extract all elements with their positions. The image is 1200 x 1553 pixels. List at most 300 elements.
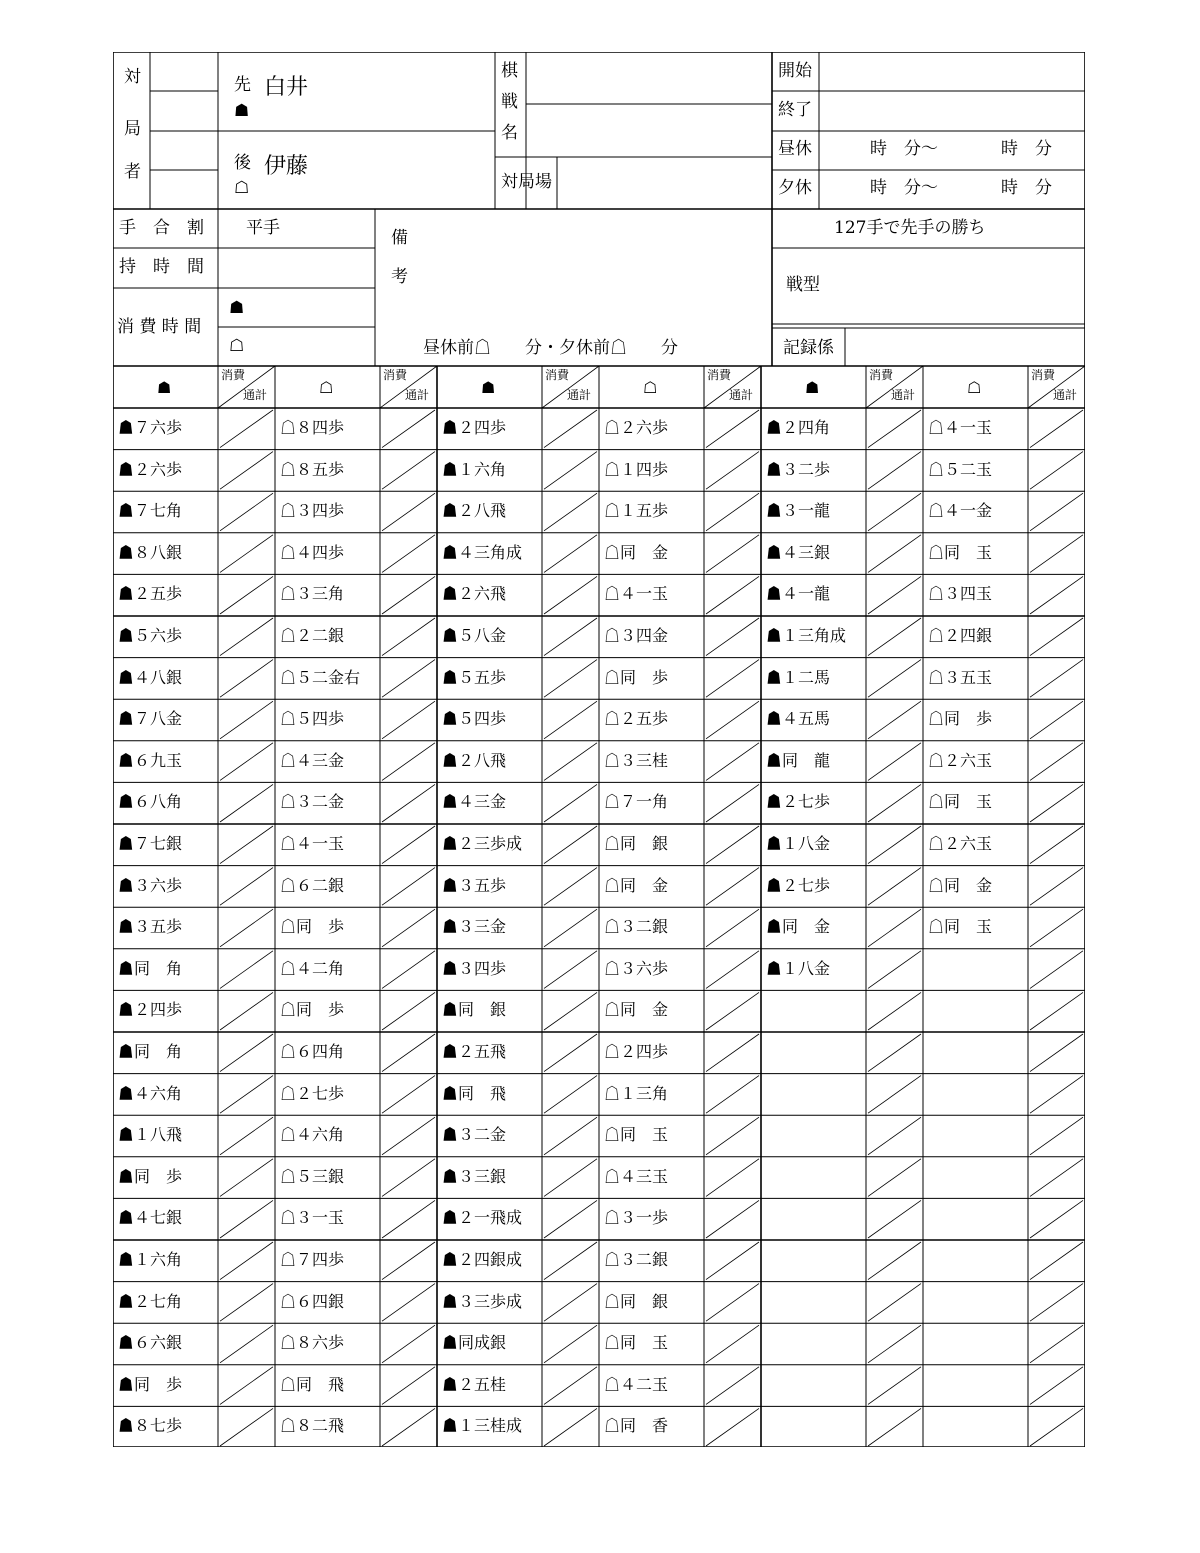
move-sente: ☗３五歩: [118, 917, 183, 937]
move-sente: ☗２六飛: [442, 584, 507, 604]
move-gote: ☖３二金: [280, 792, 345, 812]
time-cell-diagonal: [706, 743, 759, 781]
time-cell-diagonal: [220, 701, 273, 739]
move-gote: ☖４二角: [280, 958, 345, 978]
move-gote: ☖１五歩: [604, 501, 669, 521]
move-sente: ☗３二歩: [766, 459, 831, 479]
move-sente: ☗同 金: [766, 917, 831, 937]
move-gote: ☖５三銀: [280, 1166, 345, 1186]
time-cell-diagonal: [382, 909, 435, 947]
dinner-break-from: 時 分〜: [870, 178, 938, 198]
move-gote: ☖同 香: [604, 1416, 669, 1436]
move-sente: ☗２五桂: [442, 1374, 507, 1394]
time-cell-diagonal: [382, 1367, 435, 1405]
sente-mark-icon: ☗: [234, 101, 250, 121]
biko-label-1: 備: [391, 228, 408, 248]
time-cell-diagonal: [382, 1284, 435, 1322]
time-cell-diagonal: [382, 1117, 435, 1155]
col-header-shohi: 消費: [707, 368, 732, 382]
col-header-gote-icon: ☖: [643, 378, 658, 397]
time-cell-diagonal: [706, 410, 759, 448]
time-cell-diagonal: [382, 1408, 435, 1446]
taikyokusha-label-2: 局: [124, 119, 141, 139]
shohi-gote-mark-icon: ☖: [229, 336, 245, 356]
time-cell-diagonal: [220, 1284, 273, 1322]
time-cell-diagonal: [220, 618, 273, 656]
move-gote: ☖同 玉: [928, 792, 993, 812]
time-cell-diagonal: [382, 1242, 435, 1280]
move-gote: ☖２四銀: [928, 626, 993, 645]
time-cell-diagonal: [1030, 1076, 1083, 1114]
move-sente: ☗６六銀: [118, 1333, 183, 1353]
time-cell-diagonal: [868, 576, 921, 614]
move-gote: ☖１三角: [604, 1083, 669, 1103]
col-header-tsukei: 通計: [891, 388, 916, 402]
time-cell-diagonal: [868, 701, 921, 739]
time-cell-diagonal: [220, 1117, 273, 1155]
time-cell-diagonal: [220, 868, 273, 906]
time-cell-diagonal: [1030, 1159, 1083, 1197]
move-gote: ☖３一歩: [604, 1208, 669, 1228]
time-cell-diagonal: [1030, 826, 1083, 864]
time-cell-diagonal: [868, 909, 921, 947]
move-gote: ☖７四歩: [280, 1250, 345, 1269]
move-sente: ☗２四歩: [118, 1000, 183, 1020]
col-header-tsukei: 通計: [243, 388, 268, 402]
break-summary: 昼休前☖ 分・夕休前☖ 分: [423, 338, 678, 358]
move-gote: ☖３二銀: [604, 917, 669, 937]
time-cell-diagonal: [706, 701, 759, 739]
time-cell-diagonal: [706, 1284, 759, 1322]
col-header-shohi: 消費: [869, 368, 894, 382]
time-cell-diagonal: [220, 992, 273, 1030]
time-cell-diagonal: [382, 1159, 435, 1197]
move-gote: ☖１四歩: [604, 459, 669, 479]
time-cell-diagonal: [544, 1408, 597, 1446]
col-header-tsukei: 通計: [567, 388, 592, 402]
time-cell-diagonal: [868, 826, 921, 864]
time-cell-diagonal: [220, 909, 273, 947]
move-sente: ☗７六歩: [118, 418, 183, 437]
time-cell-diagonal: [706, 951, 759, 989]
gote-mark-icon: ☖: [234, 178, 250, 198]
col-header-sente-icon: ☗: [805, 378, 820, 397]
move-gote: ☖８六歩: [280, 1333, 345, 1353]
time-cell-diagonal: [220, 1200, 273, 1238]
time-cell-diagonal: [382, 1034, 435, 1072]
kisen-label-1: 棋: [501, 61, 518, 81]
game-result: 127手で先手の勝ち: [834, 218, 986, 238]
time-cell-diagonal: [868, 868, 921, 906]
dinner-break-to: 時 分: [1001, 178, 1052, 198]
move-sente: ☗７八金: [118, 709, 183, 729]
time-cell-diagonal: [706, 992, 759, 1030]
time-cell-diagonal: [544, 1076, 597, 1114]
time-cell-diagonal: [544, 1367, 597, 1405]
move-sente: ☗３一龍: [766, 501, 831, 521]
move-sente: ☗４八銀: [118, 667, 183, 687]
move-gote: ☖３六歩: [604, 958, 669, 978]
move-gote: ☖同 銀: [604, 1291, 669, 1311]
move-gote: ☖４三金: [280, 750, 345, 770]
col-header-sente-icon: ☗: [157, 378, 172, 397]
move-gote: ☖同 歩: [280, 917, 345, 937]
move-sente: ☗３三銀: [442, 1166, 507, 1186]
time-cell-diagonal: [1030, 743, 1083, 781]
move-gote: ☖同 玉: [928, 917, 993, 937]
gote-player-name: 伊藤: [264, 154, 309, 179]
time-cell-diagonal: [868, 452, 921, 490]
move-gote: ☖同 飛: [280, 1374, 345, 1394]
time-cell-diagonal: [220, 1408, 273, 1446]
move-gote: ☖５二玉: [928, 459, 993, 479]
move-sente: ☗２七歩: [766, 875, 831, 895]
time-cell-diagonal: [220, 1367, 273, 1405]
time-cell-diagonal: [382, 1200, 435, 1238]
time-cell-diagonal: [868, 1076, 921, 1114]
move-sente: ☗２五歩: [118, 584, 183, 604]
time-cell-diagonal: [544, 576, 597, 614]
move-sente: ☗４三銀: [766, 542, 831, 562]
time-cell-diagonal: [1030, 1200, 1083, 1238]
time-cell-diagonal: [220, 452, 273, 490]
time-cell-diagonal: [706, 1159, 759, 1197]
mochi-jikan-label: 持 時 間: [119, 257, 204, 277]
move-gote: ☖５二金右: [280, 667, 361, 687]
time-cell-diagonal: [544, 701, 597, 739]
time-cell-diagonal: [382, 535, 435, 573]
time-cell-diagonal: [868, 1367, 921, 1405]
move-sente: ☗３四歩: [442, 958, 507, 978]
time-cell-diagonal: [868, 951, 921, 989]
end-time-label: 終了: [778, 100, 812, 120]
move-gote: ☖同 金: [604, 1000, 669, 1020]
time-cell-diagonal: [868, 618, 921, 656]
time-cell-diagonal: [382, 1076, 435, 1114]
move-sente: ☗７七角: [118, 501, 183, 521]
kirokugakari-label: 記録係: [783, 338, 834, 358]
col-header-tsukei: 通計: [729, 388, 754, 402]
taikyokusha-label-3: 者: [124, 162, 141, 182]
time-cell-diagonal: [1030, 660, 1083, 698]
col-header-tsukei: 通計: [405, 388, 430, 402]
move-sente: ☗同 飛: [442, 1083, 507, 1103]
move-gote: ☖８四歩: [280, 418, 345, 437]
move-gote: ☖２二銀: [280, 626, 345, 645]
time-cell-diagonal: [1030, 701, 1083, 739]
handicap-value: 平手: [246, 218, 280, 238]
time-cell-diagonal: [544, 1284, 597, 1322]
handicap-label: 手 合 割: [119, 218, 204, 238]
move-sente: ☗５六歩: [118, 626, 183, 645]
move-gote: ☖３四金: [604, 626, 669, 645]
time-cell-diagonal: [220, 826, 273, 864]
move-sente: ☗５四歩: [442, 709, 507, 729]
time-cell-diagonal: [544, 1117, 597, 1155]
time-cell-diagonal: [706, 1408, 759, 1446]
move-gote: ☖３五玉: [928, 667, 993, 687]
time-cell-diagonal: [868, 1325, 921, 1363]
start-time-label: 開始: [778, 61, 812, 81]
time-cell-diagonal: [706, 576, 759, 614]
move-gote: ☖４一玉: [604, 584, 669, 604]
move-sente: ☗３三金: [442, 917, 507, 937]
time-cell-diagonal: [544, 410, 597, 448]
time-cell-diagonal: [1030, 1325, 1083, 1363]
time-cell-diagonal: [1030, 784, 1083, 822]
time-cell-diagonal: [382, 868, 435, 906]
time-cell-diagonal: [706, 784, 759, 822]
time-cell-diagonal: [544, 618, 597, 656]
move-sente: ☗同 歩: [118, 1166, 183, 1186]
move-sente: ☗２四歩: [442, 418, 507, 437]
move-sente: ☗７七銀: [118, 834, 183, 853]
kifu-sheet: [113, 52, 1085, 1447]
move-sente: ☗２四銀成: [442, 1250, 523, 1269]
move-gote: ☖２五歩: [604, 709, 669, 729]
time-cell-diagonal: [1030, 1367, 1083, 1405]
time-cell-diagonal: [868, 410, 921, 448]
kisen-label-3: 名: [501, 123, 518, 143]
move-gote: ☖４六角: [280, 1125, 345, 1145]
time-cell-diagonal: [1030, 868, 1083, 906]
time-cell-diagonal: [1030, 410, 1083, 448]
sente-label: 先: [234, 75, 251, 95]
move-sente: ☗４五馬: [766, 709, 831, 729]
move-sente: ☗同 銀: [442, 1000, 507, 1020]
time-cell-diagonal: [706, 452, 759, 490]
move-sente: ☗３六歩: [118, 875, 183, 895]
time-cell-diagonal: [220, 576, 273, 614]
time-cell-diagonal: [868, 493, 921, 531]
move-gote: ☖３三角: [280, 584, 345, 604]
move-gote: ☖３四歩: [280, 501, 345, 521]
time-cell-diagonal: [1030, 951, 1083, 989]
move-sente: ☗８八銀: [118, 542, 183, 562]
move-sente: ☗同 角: [118, 1042, 183, 1061]
time-cell-diagonal: [382, 701, 435, 739]
time-cell-diagonal: [544, 951, 597, 989]
move-gote: ☖４二玉: [604, 1374, 669, 1394]
move-gote: ☖５四歩: [280, 709, 345, 729]
move-gote: ☖３四玉: [928, 584, 993, 604]
time-cell-diagonal: [1030, 1034, 1083, 1072]
time-cell-diagonal: [1030, 535, 1083, 573]
move-gote: ☖８二飛: [280, 1416, 345, 1436]
lunch-break-from: 時 分〜: [870, 139, 938, 159]
move-gote: ☖２六歩: [604, 418, 669, 437]
time-cell-diagonal: [868, 992, 921, 1030]
move-sente: ☗５八金: [442, 626, 507, 645]
move-gote: ☖３三桂: [604, 750, 669, 770]
time-cell-diagonal: [544, 1242, 597, 1280]
col-header-gote-icon: ☖: [319, 378, 334, 397]
time-cell-diagonal: [868, 535, 921, 573]
move-gote: ☖同 歩: [280, 1000, 345, 1020]
time-cell-diagonal: [220, 1034, 273, 1072]
move-sente: ☗４七銀: [118, 1208, 183, 1228]
col-header-sente-icon: ☗: [481, 378, 496, 397]
time-cell-diagonal: [1030, 992, 1083, 1030]
move-sente: ☗同成銀: [442, 1333, 507, 1353]
time-cell-diagonal: [544, 1200, 597, 1238]
move-gote: ☖同 金: [928, 875, 993, 895]
move-gote: ☖同 玉: [604, 1333, 669, 1353]
time-cell-diagonal: [1030, 1242, 1083, 1280]
move-sente: ☗同 角: [118, 958, 183, 978]
move-gote: ☖２六玉: [928, 834, 993, 853]
move-sente: ☗同 龍: [766, 750, 831, 770]
time-cell-diagonal: [382, 660, 435, 698]
time-cell-diagonal: [382, 784, 435, 822]
time-cell-diagonal: [1030, 1408, 1083, 1446]
time-cell-diagonal: [220, 410, 273, 448]
move-sente: ☗２八飛: [442, 501, 507, 521]
move-sente: ☗４六角: [118, 1083, 183, 1103]
time-cell-diagonal: [706, 1367, 759, 1405]
gote-label: 後: [234, 153, 251, 173]
move-sente: ☗１三角成: [766, 626, 847, 645]
time-cell-diagonal: [868, 1200, 921, 1238]
move-sente: ☗６九玉: [118, 750, 183, 770]
move-gote: ☖同 玉: [928, 542, 993, 562]
time-cell-diagonal: [382, 743, 435, 781]
time-cell-diagonal: [1030, 909, 1083, 947]
senkei-label: 戦型: [786, 275, 820, 295]
time-cell-diagonal: [220, 784, 273, 822]
move-sente: ☗８七歩: [118, 1416, 183, 1436]
move-gote: ☖８五歩: [280, 459, 345, 479]
time-cell-diagonal: [220, 1325, 273, 1363]
move-sente: ☗３三歩成: [442, 1291, 523, 1311]
time-cell-diagonal: [220, 743, 273, 781]
time-cell-diagonal: [1030, 618, 1083, 656]
time-cell-diagonal: [868, 1284, 921, 1322]
time-cell-diagonal: [382, 493, 435, 531]
move-gote: ☖同 銀: [604, 834, 669, 853]
move-sente: ☗２一飛成: [442, 1208, 523, 1228]
time-cell-diagonal: [544, 535, 597, 573]
move-sente: ☗１八飛: [118, 1125, 183, 1145]
move-gote: ☖同 歩: [604, 667, 669, 687]
move-sente: ☗２三歩成: [442, 834, 523, 853]
kisen-label-2: 戦: [501, 92, 518, 112]
time-cell-diagonal: [706, 1200, 759, 1238]
time-cell-diagonal: [1030, 493, 1083, 531]
col-header-shohi: 消費: [383, 368, 408, 382]
move-sente: ☗２六歩: [118, 459, 183, 479]
time-cell-diagonal: [706, 1117, 759, 1155]
move-gote: ☖３二銀: [604, 1250, 669, 1269]
time-cell-diagonal: [868, 1242, 921, 1280]
move-sente: ☗２八飛: [442, 750, 507, 770]
move-gote: ☖６二銀: [280, 875, 345, 895]
lunch-break-label: 昼休: [778, 139, 812, 159]
shohi-jikan-label: 消 費 時 間: [117, 317, 202, 337]
move-gote: ☖３一玉: [280, 1208, 345, 1228]
grid-lines: [113, 52, 1085, 1447]
move-sente: ☗３五歩: [442, 875, 507, 895]
move-sente: ☗１八金: [766, 834, 831, 853]
move-gote: ☖４一玉: [928, 418, 993, 437]
time-cell-diagonal: [382, 992, 435, 1030]
col-header-shohi: 消費: [221, 368, 246, 382]
col-header-tsukei: 通計: [1053, 388, 1078, 402]
time-cell-diagonal: [220, 1159, 273, 1197]
time-cell-diagonal: [1030, 1284, 1083, 1322]
move-gote: ☖同 歩: [928, 709, 993, 729]
move-sente: ☗同 歩: [118, 1374, 183, 1394]
move-sente: ☗２五飛: [442, 1042, 507, 1061]
time-cell-diagonal: [544, 784, 597, 822]
lunch-break-to: 時 分: [1001, 139, 1052, 159]
move-gote: ☖同 金: [604, 542, 669, 562]
time-cell-diagonal: [544, 493, 597, 531]
move-gote: ☖２四歩: [604, 1042, 669, 1061]
col-header-shohi: 消費: [545, 368, 570, 382]
move-gote: ☖７一角: [604, 792, 669, 812]
time-cell-diagonal: [382, 452, 435, 490]
move-gote: ☖６四銀: [280, 1291, 345, 1311]
move-gote: ☖同 玉: [604, 1125, 669, 1145]
time-cell-diagonal: [382, 1325, 435, 1363]
time-cell-diagonal: [382, 618, 435, 656]
time-cell-diagonal: [868, 1117, 921, 1155]
move-gote: ☖２七歩: [280, 1083, 345, 1103]
move-sente: ☗６八角: [118, 792, 183, 812]
move-gote: ☖４一金: [928, 501, 993, 521]
time-cell-diagonal: [382, 576, 435, 614]
col-header-shohi: 消費: [1031, 368, 1056, 382]
time-cell-diagonal: [706, 1034, 759, 1072]
move-sente: ☗５五歩: [442, 667, 507, 687]
time-cell-diagonal: [868, 1034, 921, 1072]
col-header-gote-icon: ☖: [967, 378, 982, 397]
time-cell-diagonal: [544, 1325, 597, 1363]
time-cell-diagonal: [868, 743, 921, 781]
move-gote: ☖同 金: [604, 875, 669, 895]
time-cell-diagonal: [544, 660, 597, 698]
shohi-sente-mark-icon: ☗: [229, 298, 245, 318]
sente-player-name: 白井: [264, 75, 309, 100]
time-cell-diagonal: [220, 951, 273, 989]
taikyokujo-label: 対局場: [501, 172, 552, 192]
time-cell-diagonal: [1030, 452, 1083, 490]
time-cell-diagonal: [220, 1076, 273, 1114]
time-cell-diagonal: [544, 1034, 597, 1072]
time-cell-diagonal: [382, 410, 435, 448]
time-cell-diagonal: [220, 493, 273, 531]
move-sente: ☗４三角成: [442, 542, 523, 562]
move-sente: ☗１二馬: [766, 667, 831, 687]
time-cell-diagonal: [706, 909, 759, 947]
taikyokusha-label-1: 対: [124, 67, 141, 87]
move-sente: ☗２七歩: [766, 792, 831, 812]
time-cell-diagonal: [544, 992, 597, 1030]
move-sente: ☗１六角: [442, 459, 507, 479]
time-cell-diagonal: [868, 1159, 921, 1197]
time-cell-diagonal: [382, 951, 435, 989]
time-cell-diagonal: [706, 493, 759, 531]
time-cell-diagonal: [544, 1159, 597, 1197]
time-cell-diagonal: [1030, 1117, 1083, 1155]
move-sente: ☗２四角: [766, 418, 831, 437]
time-cell-diagonal: [706, 618, 759, 656]
time-cell-diagonal: [382, 826, 435, 864]
move-gote: ☖４三玉: [604, 1166, 669, 1186]
time-cell-diagonal: [544, 452, 597, 490]
time-cell-diagonal: [1030, 576, 1083, 614]
